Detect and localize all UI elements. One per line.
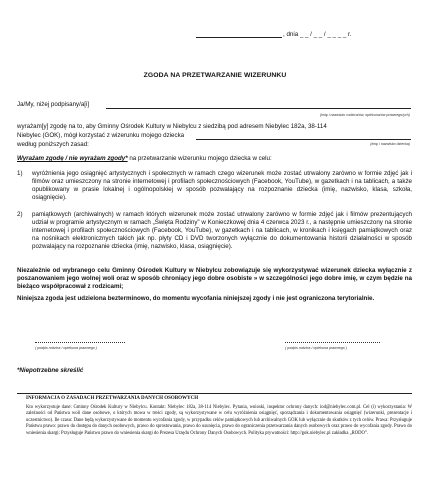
signature-line-right[interactable] xyxy=(285,342,380,343)
consent-intro xyxy=(17,155,272,163)
child-name-hint: (imię i nazwisko dziecka) xyxy=(370,142,410,146)
consent-line-2: Niebylec (GOK), mógł korzystać z wizerunku mojego dziecka xyxy=(17,132,185,139)
parent-name-label: Ja/My, niżej podpisany/a[i] xyxy=(17,101,90,108)
place-blank[interactable] xyxy=(196,37,282,38)
parent-name-hint: (imię i nazwisko rodzica/ów, opiekuna/ów prawnego/ych) xyxy=(319,113,410,117)
parent-name-field[interactable] xyxy=(106,108,411,109)
document-title: ZGODA NA PRZETWARZANIE WIZERUNKU xyxy=(143,72,287,79)
footnote: *Niepotrzebne skreślić xyxy=(17,367,84,374)
child-name-field[interactable] xyxy=(196,139,411,140)
signature-line-left[interactable] xyxy=(35,342,125,343)
signature-hint-left: ( podpis rodzica / opiekuna prawnego ) xyxy=(35,346,97,350)
validity-paragraph: Niniejsza zgoda jest udzielona bezterminowo, do momentu wycofania niniejszej zgody i nie jest ograniczona terytorialnie. xyxy=(17,295,375,302)
info-title: INFORMACJA O ZASADACH PRZETWARZANIA DANYCH OSOBOWYCH xyxy=(26,396,199,401)
item-1-text: wyróżnienia jego osiągnięć artystycznych i społecznych w ramach czego wizerunek może zostać utrwalony zarówno w formie zdjęć jak i filmów oraz umieszczony na stronie internetowej i profilach społecznościowych (Facebook, YouTube), w gazetkach i na tablicach, a także opublikowany w prasie lokalnej i ogólnopolskiej w sposób pozwalający na rozpoznanie dziecka (imię, nazwisko, klasa, szkoła, osiągnięcie). xyxy=(32,170,412,201)
info-divider xyxy=(17,393,412,394)
info-text: Kto wykorzystuje dane: Gminny Ośrodek Kultury w Niebylcu. Kontakt: Niebylec 182a, 38-114 Niebylec. Pytania, wnioski, inspektor ochrony danych: iod@niebylec.com.pl. Cel (i) wykorzystania: W zależności od Państwa woli dane osobowe, o których mowa w treści zgody, są wykorzystywane w celu wyróżnienia osiągnięć, sporządzania i dokumentowania osiągnięć (wizerunki, prezentacje i uczestnictwo). Ile czasu: Dane będą wykorzystywane do momentu wycofania zgody, w przypadku celów pamiątkowych lub archiwalnych GOK lub wyłącznie do skutków z tych celów. Prawa: Przysługuje Państwu prawo: prawo do dostępu do danych osobowych, prawo do sprostowania, prawo do usunięcia, prawo do ograniczenia przetwarzania danych osobowych oraz prawo do wycofania zgody. Prawo do wniesienia skargi: Przysługuje Państwu prawo do wniesienia skargi do Prezesa Urzędu Ochrony Danych Osobowych. Polityka prywatności: http://gok.niebylec.pl zakładka „RODO”. xyxy=(26,405,412,436)
consent-choice[interactable]: Wyrażam zgodę / nie wyrażam zgody* xyxy=(17,155,128,162)
item-2-number: 2) xyxy=(17,211,23,218)
obligation-paragraph: Niezależnie od wybranego celu Gminny Ośrodek Kultury w Niebylcu zobowiązuje się wykorzystywać wizerunek dziecka wyłącznie z poszanowaniem jego wolnej woli oraz w sposób chroniący jego dobre osobiste » w szczególności jego dobre imię, w czym będzie na bieżąco współpracował z rodzicami; xyxy=(17,267,412,290)
item-2-text: pamiątkowych (archiwalnych) w ramach których wizerunek może zostać utrwalony zarówno w formie zdjęć jak i filmów prezentujących udział w programie artystycznym w ramach „Święta Rodziny” w Konieczkowej dnia 4 czerwca 2023 r., a następnie umieszczony na stronie internetowej i profilach społecznościowych (Facebook, YouTube), w gazetkach i na tablicach, w kronikach i księgach pamiątkowych oraz na nośnikach elektronicznych takich jak np. płyty CD i DVD tworzonych wyłącznie do dokumentowania historii działalności w sposób pozwalający na rozpoznanie dziecka (imię, nazwisko, klasa, osiągnięcie). xyxy=(32,211,412,250)
consent-intro-rest: na przetwarzanie wizerunku mojego dziecka w celu: xyxy=(127,155,272,162)
consent-line-1: wyrażam[y] zgodę na to, aby Gminny Ośrodek Kultury w Niebylcu z siedzibą pod adresem Niebylec 182a, 38-114 xyxy=(17,123,327,130)
item-1-number: 1) xyxy=(17,170,23,177)
signature-hint-right: ( podpis rodzica / opiekuna prawnego ) xyxy=(285,346,347,350)
consent-line-3: według poniższych zasad: xyxy=(17,141,89,148)
date-field[interactable]: , dnia _ _ / _ _ / _ _ _ _ r. xyxy=(283,31,352,38)
